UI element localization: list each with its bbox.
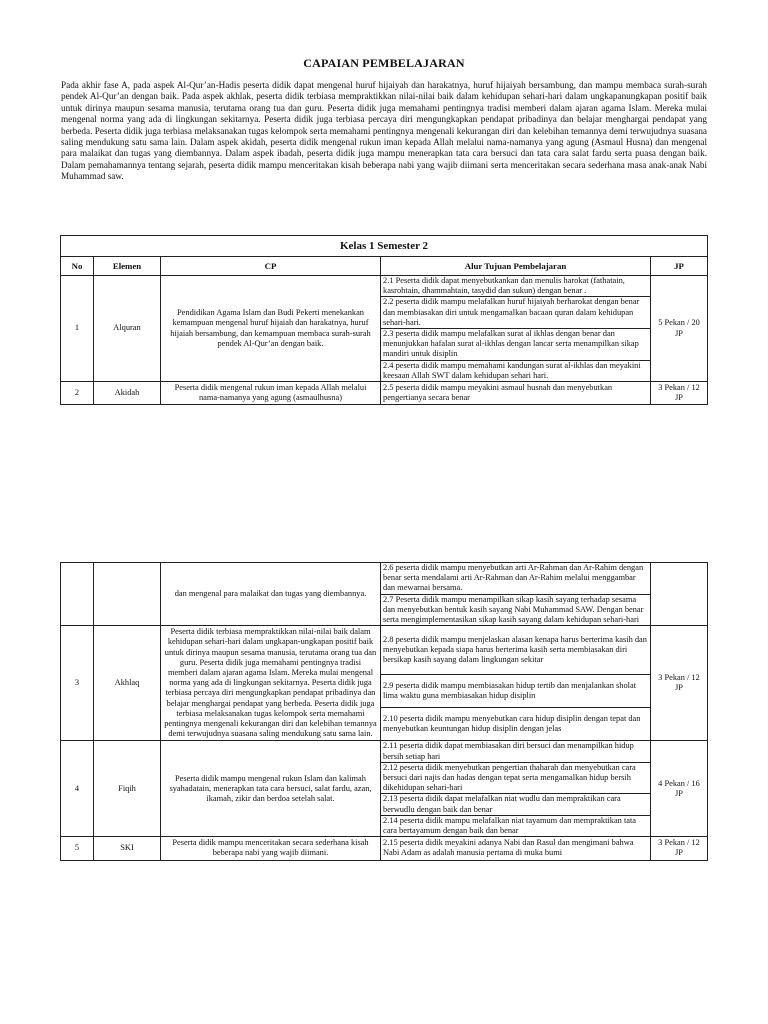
cell-atp: 2.11 peserta didik dapat membiasakan diri bersuci dan menampilkan hidup bersih setiap hari bbox=[381, 741, 651, 762]
table-semester bbox=[60, 235, 708, 405]
cell-atp: 2.6 peserta didik mampu menyebutkan arti Ar-Rahman dan Ar-Rahim dengan benar serta mendalami arti Ar-Rahman dan Ar-Rahim melalui menggambar dan mewarnai bersama. bbox=[381, 563, 651, 595]
cell-jp: 3 Pekan / 12 JP bbox=[651, 382, 708, 405]
cell-elemen: SKI bbox=[94, 837, 161, 860]
cell-atp: 2.2 peserta didik mampu melafalkan huruf hijaiyah berharokat dengan benar dan membiasakan diri untuk mengamalkan bacaan quran dalam kehidupan sehari-hari. bbox=[381, 297, 651, 329]
cell-jp: 5 Pekan / 20 JP bbox=[651, 276, 708, 382]
table-row bbox=[61, 563, 708, 595]
table-row bbox=[61, 837, 708, 860]
cell-atp: 2.13 peserta didik dapat melafalkan niat wudlu dan mempraktikan cara berwudlu dengan baik dan benar bbox=[381, 794, 651, 815]
header-elemen: Elemen bbox=[94, 257, 161, 276]
cell-no: 3 bbox=[61, 626, 94, 741]
cell-elemen: Akidah bbox=[94, 382, 161, 405]
cell-atp: 2.9 peserta didik mampu membiasakan hidup tertib dan menjalankan sholat lima waktu guna membiasakan hidup disiplin bbox=[381, 675, 651, 708]
cell-atp: 2.5 peserta didik mampu meyakini asmaul husnah dan menyebutkan pengertianya secara benar bbox=[381, 382, 651, 405]
cell-jp bbox=[651, 563, 708, 626]
header-no: No bbox=[61, 257, 94, 276]
table-caption: Kelas 1 Semester 2 bbox=[61, 236, 708, 257]
cell-cp: Pendidikan Agama Islam dan Budi Pekerti menekankan kemampuan mengenal huruf hijaiah dan harakatnya, huruf hijaiah bersambung, dan kemampuan membaca surah-surah pendek Al-Qur’an dengan baik. bbox=[161, 276, 381, 382]
cell-no: 1 bbox=[61, 276, 94, 382]
table-row bbox=[61, 276, 708, 297]
cell-elemen: Fiqih bbox=[94, 741, 161, 837]
cell-atp: 2.14 peserta didik mampu melafalkan niat tayamum dan mempraktikan tata cara bertayamum dengan baik dan benar bbox=[381, 815, 651, 836]
table-row bbox=[61, 626, 708, 675]
cell-atp: 2.7 Peserta didik mampu menampilkan sikap kasih sayang terhadap sesama dan menyebutkan bentuk kasih sayang Nabi Muhammad SAW. Dengan benar serta mengimplementasikan sikap kasih sayang dalam kehidupan sehari-hari bbox=[381, 594, 651, 626]
cell-cp: Peserta didik mampu menceritakan secara sederhana kisah beberapa nabi yang wajib diimani. bbox=[161, 837, 381, 860]
cell-jp: 3 Pekan / 12 JP bbox=[651, 837, 708, 860]
cell-jp: 4 Pekan / 16 JP bbox=[651, 741, 708, 837]
cell-atp: 2.4 peserta didik mampu memahami kandungan surat al-ikhlas dan meyakini keesaan Allah SWT dalam kehidupan sehari hari. bbox=[381, 360, 651, 381]
cell-atp: 2.15 peserta didik meyakini adanya Nabi dan Rasul dan mengimani bahwa Nabi Adam as adalah manusia pertama di muka bumi bbox=[381, 837, 651, 860]
cell-no bbox=[61, 563, 94, 626]
intro-paragraph: Pada akhir fase A, pada aspek Al-Qur’an-Hadis peserta didik dapat mengenal huruf hijaiyah dan harakatnya, huruf hijaiyah bersambung, dan mampu membaca surah-surah pendek Al-Qur’an dengan baik. Pada aspek akhlak, peserta didik terbiasa mempraktikkan nilai-nilai baik dalam kehidupan sehari-hari dalam ungkapanungkapan positif baik untuk dirinya maupun sesama manusia, terutama orang tua dan guru. Peserta didik juga memahami pentingnya tradisi memberi dalam ajaran agama Islam. Mereka mulai mengenal norma yang ada di lingkungan sekitarnya. Peserta didik juga terbiasa percaya diri mengungkapkan pendapat pribadinya dan belajar menghargai pendapat yang berbeda. Peserta didik juga terbiasa melaksanakan tugas kelompok serta memahami pentingnya mengenali kekurangan diri dan kelebihan temannya demi terwujudnya suasana saling mendukung satu sama lain. Dalam aspek akidah, peserta didik mengenal rukun iman kepada Allah melalui nama-namanya yang agung (Asmaul Husna) dan mengenal para malaikat dan tugas yang diembannya. Dalam aspek ibadah, peserta didik juga mampu menerapkan tata cara bersuci dan tata cara salat fardu serta puasa dengan baik. Dalam pemahamannya tentang sejarah, peserta didik mampu menceritakan kisah beberapa nabi yang wajib diimani serta menceritakan secara sederhana masa anak-anak Nabi Muhammad saw. bbox=[61, 80, 707, 182]
cell-atp: 2.1 Peserta didik dapat menyebutkankan dan menulis harokat (fathatain, kasrohtain, dhammahtain, tasydid dan sukun) dengan benar . bbox=[381, 276, 651, 297]
cell-cp: Peserta didik mampu mengenal rukun Islam dan kalimah syahadatain, menerapkan tata cara bersuci, salat fardu, azan, ikamah, zikir dan berdoa setelah salat. bbox=[161, 741, 381, 837]
cell-cp: Peserta didik terbiasa mempraktikkan nilai-nilai baik dalam kehidupan sehari-hari dalam ungkapan-ungkapan positif baik untuk dirinya maupun sesama manusia, terutama orang tua dan guru. Peserta didik juga memahami pentingnya tradisi memberi dalam ajaran agama Islam. Mereka mulai mengenal norma yang ada di lingkungan sekitarnya. Peserta didik juga terbiasa percaya diri mengungkapkan pendapat pribadinya dan belajar menghargai pendapat yang berbeda. Peserta didik juga terbiasa melaksanakan tugas kelompok serta memahami pentingnya mengenali kekurangan diri dan kelebihan temannya demi terwujudnya suasana saling mendukung satu sama lain. bbox=[161, 626, 381, 741]
cell-cp: Peserta didik mengenal rukun iman kepada Allah melalui nama-namanya yang agung (asmaulhusna) bbox=[161, 382, 381, 405]
header-atp: Alur Tujuan Pembelajaran bbox=[381, 257, 651, 276]
header-jp: JP bbox=[651, 257, 708, 276]
page-title: CAPAIAN PEMBELAJARAN bbox=[303, 56, 465, 70]
cell-atp: 2.3 peserta didik mampu melafalkan surat al ikhlas dengan benar dan menunjukkan hafalan surat al-ikhlas dengan lancar serta menampilkan sikap mandiri untuk disiplin bbox=[381, 329, 651, 361]
cell-no: 5 bbox=[61, 837, 94, 860]
cell-elemen: Alquran bbox=[94, 276, 161, 382]
cell-atp: 2.8 peserta didik mampu menjelaskan alasan kenapa harus berterima kasih dan menyebutkan kepada siapa harus berterima kasih serta membiasakan diri bersikap kasih sayang dalam lingkungan sekitar bbox=[381, 626, 651, 675]
cell-no: 4 bbox=[61, 741, 94, 837]
table-semester-continued bbox=[60, 562, 708, 861]
cell-no: 2 bbox=[61, 382, 94, 405]
header-cp: CP bbox=[161, 257, 381, 276]
table-row bbox=[61, 741, 708, 762]
cell-cp: dan mengenal para malaikat dan tugas yang diembannya. bbox=[161, 563, 381, 626]
cell-elemen: Akhlaq bbox=[94, 626, 161, 741]
table-row bbox=[61, 382, 708, 405]
cell-atp: 2.12 peserta didik menyebutkan pengertian thaharah dan menyebutkan cara bersuci dari najis dan hadas dengan tepat serta mengamalkan hidup bersih dikehidupan sehari-hari bbox=[381, 762, 651, 794]
cell-jp: 3 Pekan / 12 JP bbox=[651, 626, 708, 741]
cell-elemen bbox=[94, 563, 161, 626]
cell-atp: 2.10 peserta didik mampu menyebutkan cara hidup disiplin dengan tepat dan menyebutkan keuntungan hidup disiplin dengan jelas bbox=[381, 708, 651, 741]
